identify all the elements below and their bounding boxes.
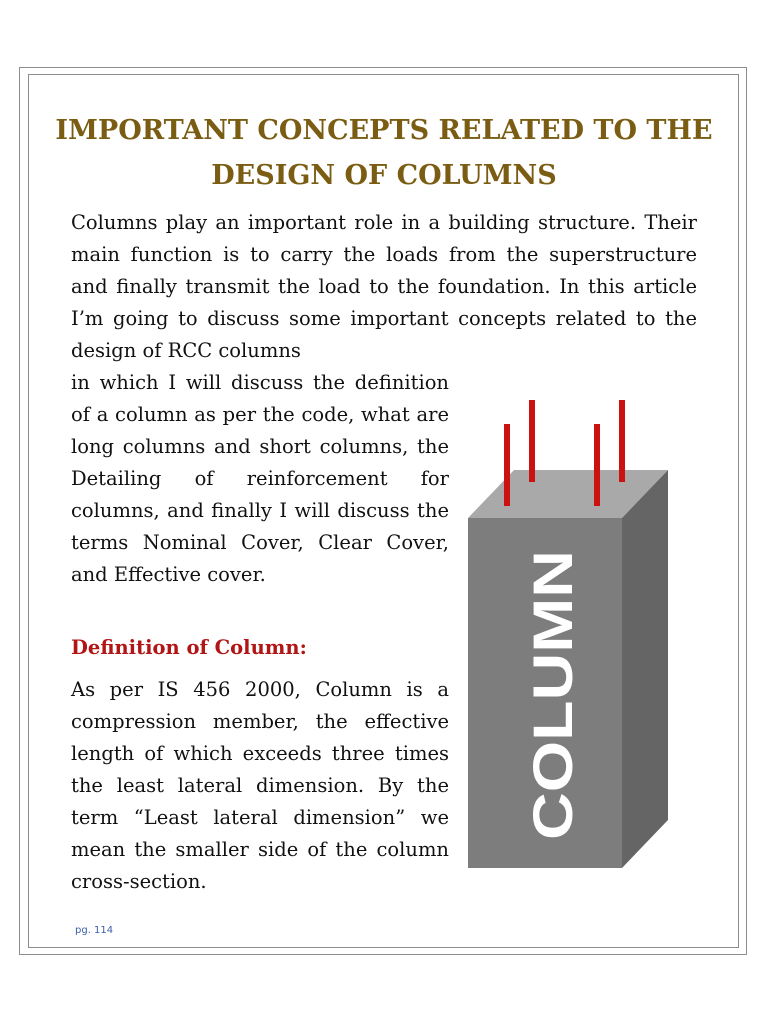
rebar-back-right <box>619 400 625 482</box>
definition-paragraph: As per IS 456 2000, Column is a compression member, the effective length of which exceeds three times the least lateral dimension. By the term “Least lateral dimension” we mean the smaller side of the column cross-section. <box>71 678 449 893</box>
definition-heading: Definition of Column: <box>71 636 307 659</box>
column-side-face <box>622 470 668 868</box>
rebar-back-left <box>529 400 535 482</box>
intro-paragraph: Columns play an important role in a building structure. Their main function is to carry the loads from the superstructure and finally transmit the load to the foundation. In this article I’m going to discuss some important concepts related to the design of RCC columns <box>71 211 697 362</box>
rebar-front-right <box>594 424 600 506</box>
page-number: pg. 114 <box>75 925 114 936</box>
column-label: COLUMN <box>521 594 584 840</box>
rebar-front-left <box>504 424 510 506</box>
column-illustration <box>462 398 674 874</box>
intro-paragraph-continued: in which I will discuss the definition of a column as per the code, what are long columns and short columns, the Detailing of reinforcement for columns, and finally I will discuss the terms Nominal Cover, Clear Cover, and Effective cover. <box>71 371 449 586</box>
article-title: IMPORTANT CONCEPTS RELATED TO THE DESIGN OF COLUMNS <box>55 115 713 191</box>
